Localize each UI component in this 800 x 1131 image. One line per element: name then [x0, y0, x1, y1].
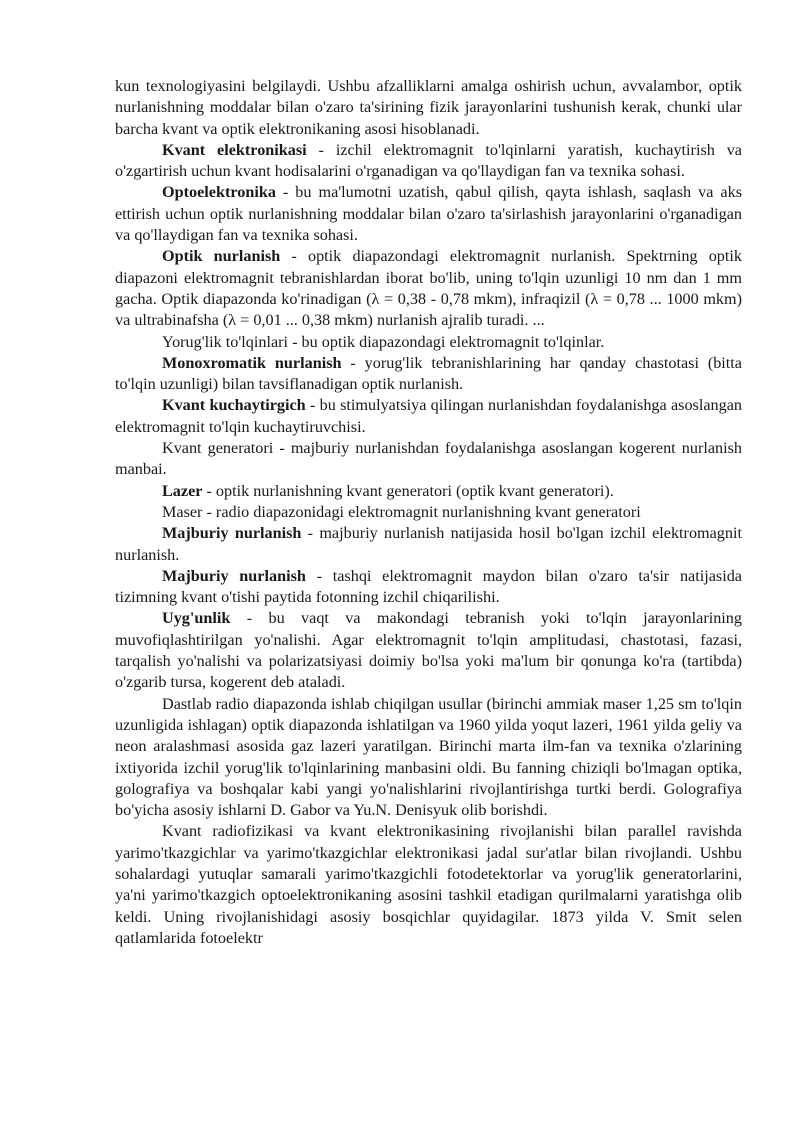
paragraph-text: - majburiy nurlanish natijasida hosil bo'lgan izchil elektromagnit nurlanish.: [115, 524, 742, 564]
paragraph-majburiy-nurlanish-1: [115, 523, 742, 566]
paragraph-yoruglik-toлqinlari: [115, 332, 742, 353]
paragraph-uygunlik: [115, 608, 742, 693]
term-label: Kvant kuchaytirgich: [162, 396, 306, 415]
term-label: Monoxromatik nurlanish: [162, 353, 342, 372]
paragraph-monoxromatik-nurlanish: [115, 353, 742, 396]
paragraph-lazer: [115, 481, 742, 502]
paragraph-text: - izchil elektromagnit to'lqinlarni yaratish, kuchaytirish va o'zgartirish uchun kvant hodisalarini o'rganadigan va qo'llaydigan fan va texnika sohasi.: [115, 140, 742, 181]
paragraph-text: - yorug'lik tebranishlarining har qanday chastotasi (bitta to'lqin uzunligi) bilan tavsiflanadigan optik nurlanish.: [115, 353, 742, 394]
paragraph-intro: [115, 76, 742, 140]
paragraph-kvant-elektronikasi: [115, 140, 742, 183]
term-label: Optik nurlanish: [162, 247, 281, 266]
paragraph-kvant-kuchaytirgich: [115, 395, 742, 438]
paragraph-text: Kvant generatori - majburiy nurlanishdan foydalanishga asoslangan kogerent nurlanish manbai.: [115, 439, 742, 479]
paragraph-history-lasers: [115, 694, 742, 822]
paragraph-optik-nurlanish: [115, 246, 742, 331]
paragraph-text: Yorug'lik to'lqinlari - bu optik diapazondagi elektromagnit to'lqinlar.: [162, 332, 605, 351]
term-label: Kvant elektronikasi: [162, 140, 307, 159]
paragraph-text: Kvant radiofizikasi va kvant elektronikasining rivojlanishi bilan parallel ravishda yarimo'tkazgichlar va yarimo'tkazgichlar elektronikasi jadal sur'atlar bilan rivojlandi. Ushbu sohalardagi yutuqlar samarali yarimo'tkazgichli fotodetektorlar va yorug'lik generatorlarini, ya'ni yarimo'tkazgich optoelektronikaning asosini tashkil etadigan qurilmalarni yaratishga olib keldi. Uning rivojlanishidagi asosiy bosqichlar quyidagilar. 1873 yilda V. Smit selen qatlamlarida fotoelektr: [115, 822, 742, 947]
paragraph-optoelektronika: [115, 182, 742, 246]
paragraph-text: - bu vaqt va makondagi tebranish yoki to'lqin jarayonlarining muvofiqlashtirilgan yo'nalishi. Agar elektromagnit to'lqin amplitudasi, chastotasi, fazasi, tarqalish yo'nalishi va polarizatsiyasi doimiy bo'lsa yoki ma'lum bir qonunga ko'ra (tartibda) o'zgarib tursa, kogerent deb ataladi.: [115, 609, 742, 692]
paragraph-text: Dastlab radio diapazonda ishlab chiqilgan usullar (birinchi ammiak maser 1,25 sm to'lqin uzunligida ishlagan) optik diapazonda ishlatilgan va 1960 yilda yoqut lazeri, 1961 yilda geliy va neon aralashmasi asosida gaz lazeri yaratilgan. Birinchi marta ilm-fan va texnika o'zlarining ixtiyorida izchil yorug'lik to'lqinlarining manbasini oldi. Bu fanning chiziqli bo'lmagan optika, golografiya va boshqalar kabi yangi yo'nalishlarini rivojlantirishga turtki berdi. Golografiya bo'yicha asosiy ishlarni D. Gabor va Yu.N. Denisyuk olib borishdi.: [115, 694, 742, 820]
paragraph-text: - tashqi elektromagnit maydon bilan o'zaro ta'sir natijasida tizimning kvant o'tishi paytida fotonning izchil chiqarilishi.: [115, 566, 742, 607]
paragraph-text: - optik diapazondagi elektromagnit nurlanish. Spektrning optik diapazoni elektromagnit tebranishlardan iborat bo'lib, uning to'lqin uzunligi 10 nm dan 1 mm gacha. Optik diapazonda ko'rinadigan (λ = 0,38 - 0,78 mkm), infraqizil (λ = 0,78 ... 1000 mkm) va ultrabinafsha (λ = 0,01 ... 0,38 mkm) nurlanish ajralib turadi. ...: [115, 247, 742, 330]
document-page: [115, 76, 742, 949]
paragraph-text: kun texnologiyasini belgilaydi. Ushbu afzalliklarni amalga oshirish uchun, avvalambor, optik nurlanishning moddalar bilan o'zaro ta'sirining fizik jarayonlarini tushunish kerak, chunki ular barcha kvant va optik elektronikaning asosi hisoblanadi.: [115, 77, 742, 138]
paragraph-maser: [115, 502, 742, 523]
paragraph-majburiy-nurlanish-2: [115, 566, 742, 609]
paragraph-kvant-generatori: [115, 438, 742, 481]
paragraph-text: Maser - radio diapazonidagi elektromagnit nurlanishning kvant generatori: [162, 502, 641, 521]
paragraph-text: - bu ma'lumotni uzatish, qabul qilish, qayta ishlash, saqlash va aks ettirish uchun optik nurlanishning moddalar bilan o'zaro ta'sirlashish jarayonlarini o'rganadigan va qo'llaydigan fan va texnika sohasi.: [115, 183, 742, 245]
paragraph-history-semiconductors: [115, 821, 742, 949]
paragraph-text: - bu stimulyatsiya qilingan nurlanishdan foydalanishga asoslangan elektromagnit to'lqin kuchaytiruvchisi.: [115, 396, 743, 436]
term-label: Majburiy nurlanish: [162, 566, 306, 585]
term-label: Optoelektronika: [162, 183, 276, 202]
term-label: Majburiy nurlanish: [162, 524, 302, 543]
term-label: Lazer: [162, 481, 203, 500]
term-label: Uyg'unlik: [162, 609, 231, 628]
paragraph-text: - optik nurlanishning kvant generatori (optik kvant generatori).: [202, 481, 614, 500]
